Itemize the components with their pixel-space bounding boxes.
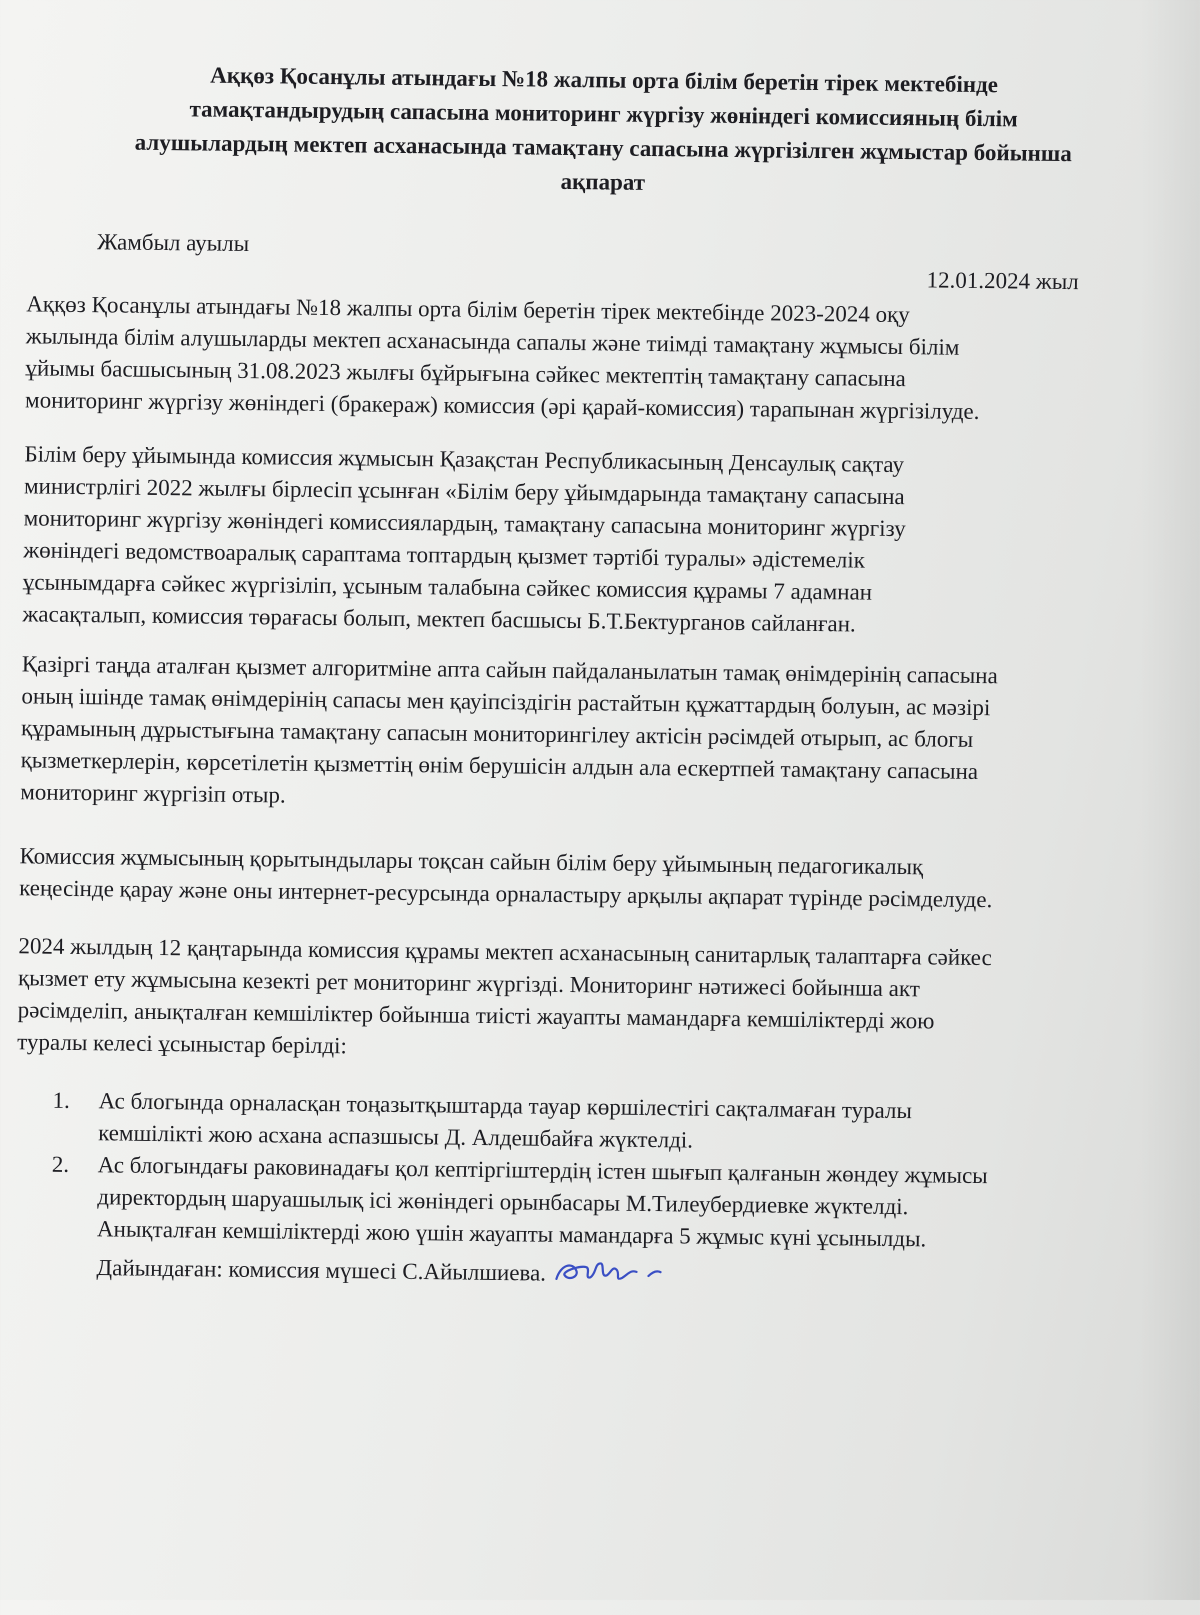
title-line: алушылардың мектеп асханасында тамақтану сапасына жүргізілген жұмыстар бойынша xyxy=(134,129,1072,167)
recommendations-list xyxy=(15,1084,1146,1226)
document-title xyxy=(38,56,1170,206)
paragraph-algorithm xyxy=(20,648,1152,822)
list-number: 2. xyxy=(51,1151,70,1177)
text-line: құрамының дұрыстығына тамақтану сапасын мониторингілеу актісін рәсімдей отырып, ас блогы xyxy=(20,715,974,752)
signature xyxy=(550,1251,671,1301)
text-line: директордың шаруашылық ісі жөніндегі орынбасары М.Тилеубердиевке жүктелді. xyxy=(97,1184,909,1220)
text-line: Комиссия жұмысының қорытындылары тоқсан сайын білім беру ұйымының педагогикалық xyxy=(19,843,924,880)
title-line: тамақтандырудың сапасына мониторинг жүргізу жөніндегі комиссияның білім xyxy=(189,96,1018,132)
text-line: оның ішінде тамақ өнімдерінің сапасы мен қауіпсіздігін растайтын құжаттардың болуын, ас мәзірі xyxy=(21,683,991,721)
title-line: Аққөз Қосанұлы атындағы №18 жалпы орта білім беретін тірек мектебінде xyxy=(210,62,999,98)
text-line: мониторинг жүргізу жөніндегі (бракераж) комиссия (әрі қарай-комиссия) тарапынан жүргізілуде. xyxy=(24,387,980,424)
paragraph-commission xyxy=(22,438,1154,644)
text-line: қызмет ету жұмысына кезекті рет мониторинг жүргізді. Мониторинг нәтижесі бойынша акт xyxy=(17,965,921,1002)
text-line: кемшілікті жою асхана аспазшысы Д. Алдешбайға жүктелді. xyxy=(98,1120,694,1153)
text-line: Аққөз Қосанұлы атындағы №18 жалпы орта білім беретін тірек мектебінде 2023-2024 оқу xyxy=(26,291,910,328)
text-line: рәсімделіп, анықталған кемшіліктер бойынша тиісті жауапты мамандарға кемшіліктерді жою xyxy=(17,997,935,1034)
text-line: мониторинг жүргізіп отыр. xyxy=(20,779,286,808)
text-line: 2024 жылдың 12 қаңтарында комиссия құрамы мектеп асханасының санитарлық талаптарға сәйкес xyxy=(18,933,992,971)
paragraph-monitoring xyxy=(17,930,1148,1072)
text-line: қызметкерлерін, көрсетілетін қызметтің өнім берушісін алдын ала ескертпей тамақтану сапасына xyxy=(20,747,979,785)
text-line: Ас блогында орналасқан тоңазытқыштарда тауар көршілестігі сақталмаған туралы xyxy=(98,1088,913,1124)
text-line: Қазіргі таңда аталған қызмет алгоритміне апта сайын пайдаланылатын тамақ өнімдерінің сапасына xyxy=(21,651,998,689)
prepared-by: Дайындаған: комиссия мүшесі С.Айылшиева. xyxy=(96,1255,547,1286)
text-line: мониторинг жүргізу жөніндегі комиссиялардың, тамақтану сапасына мониторинг жүргізу xyxy=(23,505,906,542)
text-line: жөніндегі ведомствоаралық сараптама топтардың қызмет тәртібі туралы» әдістемелік xyxy=(23,537,866,573)
document-date: 12.01.2024 жыл xyxy=(926,267,1079,295)
text-line: Ас блогындағы раковинадағы қол кептіргіштердің істен шығып қалғанын жөндеу жұмысы xyxy=(97,1152,988,1189)
paragraph-intro xyxy=(25,288,1156,430)
text-line: туралы келесі ұсыныстар берілді: xyxy=(17,1029,348,1059)
place-name: Жамбыл ауылы xyxy=(96,229,250,257)
signature-icon xyxy=(550,1251,670,1292)
text-line: министрлігі 2022 жылғы бірлесіп ұсынған «Білім беру ұйымдарында тамақтану сапасына xyxy=(23,473,905,510)
text-line: жасақталып, комиссия төрағасы болып, мектеп басшысы Б.Т.Бектурганов сайланған. xyxy=(22,601,856,637)
title-line: ақпарат xyxy=(560,168,646,195)
text-line: жылында білім алушыларды мектеп асханасында сапалы және тиімді тамақтану жұмысы білім xyxy=(25,323,960,360)
list-number: 1. xyxy=(52,1087,70,1113)
text-line: ұйымы басшысының 31.08.2023 жылғы бұйрығына сәйкес мектептің тамақтану сапасына xyxy=(25,355,906,392)
closing-block xyxy=(14,1212,1145,1307)
paragraph-results xyxy=(19,840,1150,918)
text-line: кеңесінде қарау және оны интернет-ресурсында орналастыру арқылы ақпарат түрінде рәсімделуде. xyxy=(19,875,993,913)
text-line: ұсынымдарға сәйкес жүргізіліп, ұсыным талабына сәйкес комиссия құрамы 7 адамнан xyxy=(22,569,873,605)
deadline-note: Анықталған кемшіліктерді жою үшін жауапты мамандарға 5 жұмыс күні ұсынылды. xyxy=(96,1216,927,1252)
document-body xyxy=(14,288,1156,1307)
text-line: Білім беру ұйымында комиссия жұмысын Қазақстан Республикасының Денсаулық сақтау xyxy=(24,441,905,478)
page-edge-shadow xyxy=(1140,0,1200,1600)
